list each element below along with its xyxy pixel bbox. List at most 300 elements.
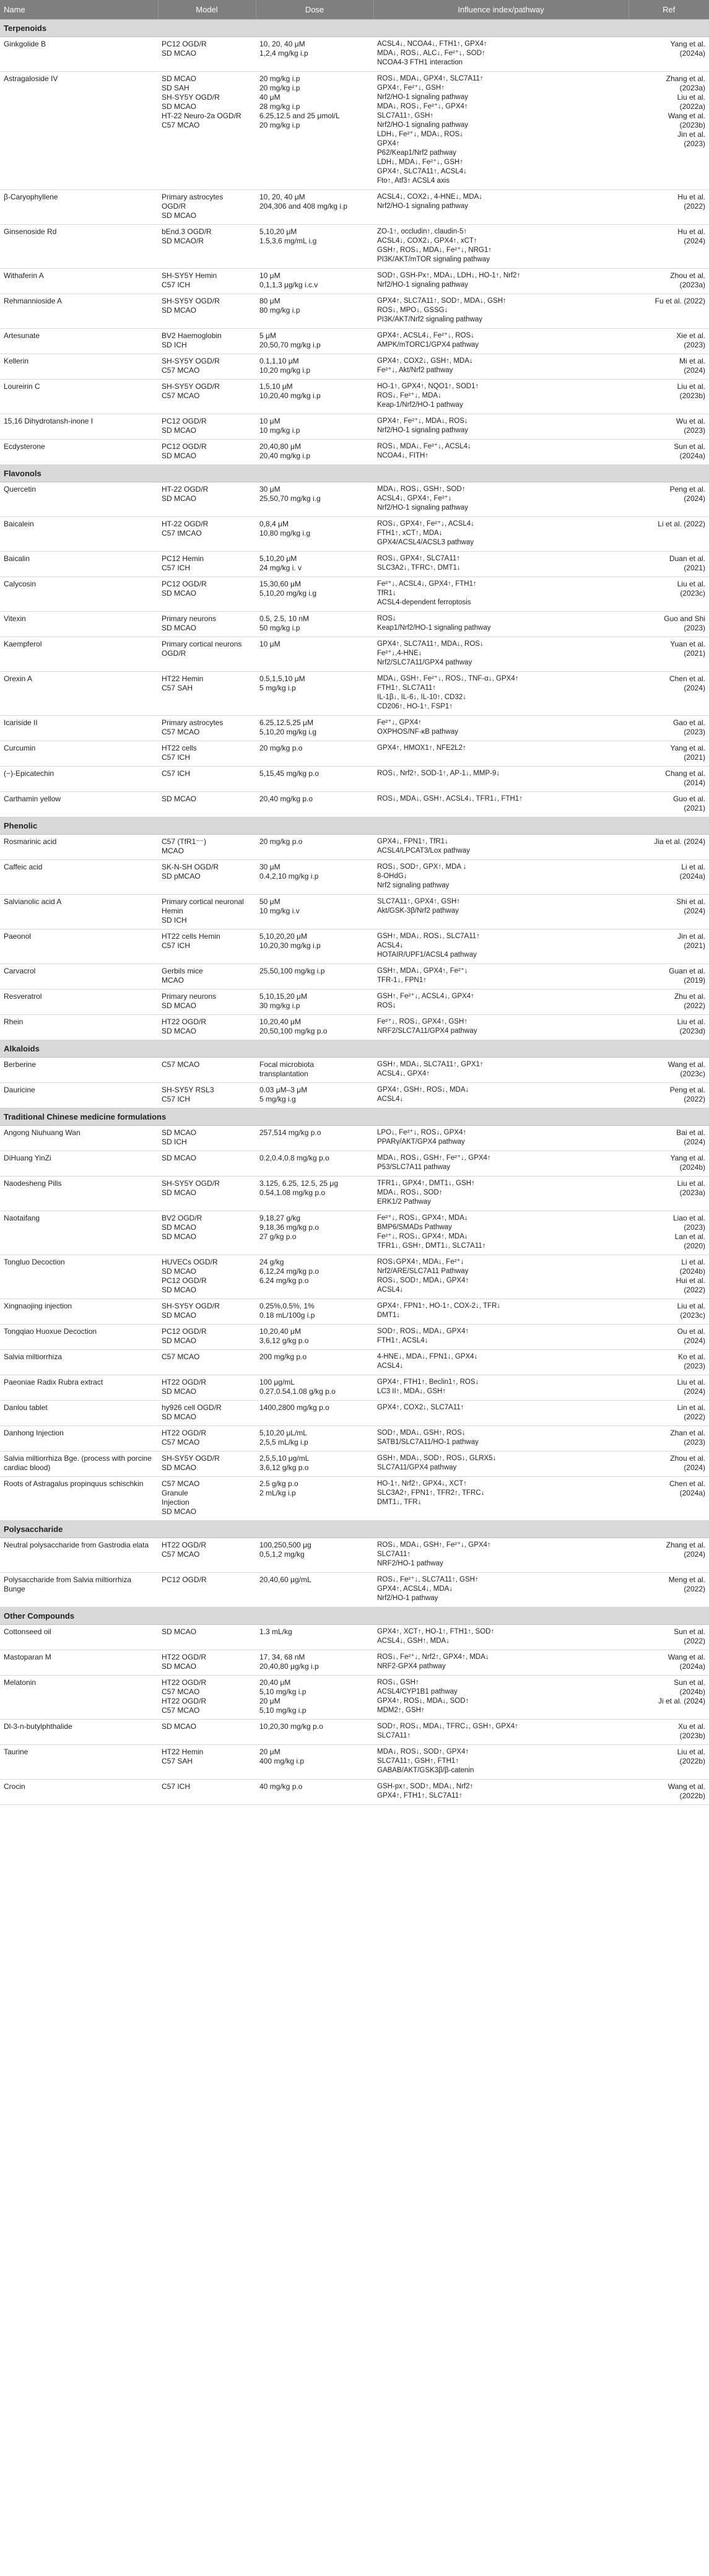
influence-cell: ROS↓, Nrf2↑, SOD-1↑, AP-1↓, MMP-9↓ xyxy=(373,767,629,792)
dose-cell: 5,10,20 μL/mL 2,5,5 mL/kg i.p xyxy=(256,1426,373,1451)
reference-cell: Xu et al. (2023b) xyxy=(629,1720,709,1745)
compound-name-cell: Naotaifang xyxy=(0,1211,158,1255)
reference-cell: Zhan et al. (2023) xyxy=(629,1426,709,1451)
dose-cell: 1,5,10 μM 10,20,40 mg/kg i.p xyxy=(256,380,373,414)
influence-cell: Fe²⁺↓, ROS↓, GPX4↑, MDA↓ BMP6/SMADs Pathway Fe²⁺↓, ROS↓, GPX4↑, MDA↓ TFR1↓, GSH↑, DMT1↓, SLC7A11↑ xyxy=(373,1211,629,1255)
header-name: Name xyxy=(0,0,158,20)
model-cell: Gerbils mice MCAO xyxy=(158,964,256,990)
table-row xyxy=(0,482,709,517)
model-cell: HT22 cells C57 ICH xyxy=(158,741,256,767)
compound-name-cell: Rehmannioside A xyxy=(0,294,158,329)
dose-cell: 15,30,60 μM 5,10,20 mg/kg i.g xyxy=(256,577,373,612)
reference-cell: Zhou et al. (2023a) xyxy=(629,269,709,294)
dose-cell: 5,10,20,20 μM 10,20,30 mg/kg i.p xyxy=(256,929,373,964)
dose-cell: 0.03 μM–3 μM 5 mg/kg i.g xyxy=(256,1083,373,1108)
influence-cell: 4-HNE↓, MDA↓, FPN1↓, GPX4↓ ACSL4↓ xyxy=(373,1350,629,1375)
compound-name-cell: Dauricine xyxy=(0,1083,158,1108)
table-row xyxy=(0,1211,709,1255)
model-cell: HT22 OGD/R C57 MCAO xyxy=(158,1538,256,1573)
category-title: Terpenoids xyxy=(0,20,709,37)
dose-cell: 30 μM 25,50,70 mg/kg i.g xyxy=(256,482,373,517)
header-influence: Influence index/pathway xyxy=(373,0,629,20)
model-cell: C57 (TfR1⁻⁻) MCAO xyxy=(158,835,256,860)
model-cell: SD MCAO xyxy=(158,1151,256,1177)
table-row xyxy=(0,672,709,716)
compound-name-cell: Carvacrol xyxy=(0,964,158,990)
compound-name-cell: Astragaloside IV xyxy=(0,72,158,190)
table-row xyxy=(0,329,709,354)
table-row xyxy=(0,225,709,269)
model-cell: HT22 OGD/R C57 MCAO xyxy=(158,1426,256,1451)
header-dose: Dose xyxy=(256,0,373,20)
dose-cell: 2.5 g/kg p.o 2 mL/kg i.p xyxy=(256,1477,373,1521)
reference-cell: Sun et al. (2022) xyxy=(629,1625,709,1650)
table-row xyxy=(0,860,709,895)
reference-cell: Jin et al. (2021) xyxy=(629,929,709,964)
compound-name-cell: Orexin A xyxy=(0,672,158,716)
compound-name-cell: Baicalein xyxy=(0,517,158,552)
table-row xyxy=(0,1058,709,1083)
table-row xyxy=(0,380,709,414)
compound-name-cell: Carthamin yellow xyxy=(0,792,158,817)
influence-cell: ROS↓, Fe²⁺↓, SLC7A11↑, GSH↑ GPX4↑, ACSL4↓, MDA↓ Nrf2/HO-1 pathway xyxy=(373,1573,629,1608)
influence-cell: MDA↓, ROS↓, SOD↑, GPX4↑ SLC7A11↑, GSH↑, FTH1↑ GABAB/AKT/GSK3β/β-catenin xyxy=(373,1745,629,1780)
reference-cell: Lin et al. (2022) xyxy=(629,1401,709,1426)
reference-cell: Mi et al. (2024) xyxy=(629,354,709,380)
table-row xyxy=(0,990,709,1015)
reference-cell: Guan et al. (2019) xyxy=(629,964,709,990)
table-row xyxy=(0,1401,709,1426)
dose-cell: 6.25,12.5,25 μM 5,10,20 mg/kg i.g xyxy=(256,716,373,741)
reference-cell: Li et al. (2024b) Hui et al. (2022) xyxy=(629,1255,709,1299)
compound-name-cell: Taurine xyxy=(0,1745,158,1780)
dose-cell: 50 μM 10 mg/kg i.v xyxy=(256,895,373,929)
dose-cell: 10 μM 10 mg/kg i.p xyxy=(256,414,373,440)
model-cell: HT22 OGD/R SD MCAO xyxy=(158,1015,256,1040)
reference-cell: Li et al. (2024a) xyxy=(629,860,709,895)
table-row xyxy=(0,835,709,860)
compound-name-cell: Polysaccharide from Salvia miltiorrhiza Bunge xyxy=(0,1573,158,1608)
category-title: Polysaccharide xyxy=(0,1521,709,1538)
dose-cell: 40 mg/kg p.o xyxy=(256,1780,373,1805)
reference-cell: Meng et al. (2022) xyxy=(629,1573,709,1608)
influence-cell: ROS↓, GSH↑ ACSL4/CYP1B1 pathway GPX4↑, ROS↓, MDA↓, SOD↑ MDM2↑, GSH↑ xyxy=(373,1676,629,1720)
reference-cell: Ou et al. (2024) xyxy=(629,1325,709,1350)
dose-cell: 100,250,500 μg 0,5,1,2 mg/kg xyxy=(256,1538,373,1573)
category-title: Traditional Chinese medicine formulations xyxy=(0,1108,709,1126)
dose-cell: 80 μM 80 mg/kg i.p xyxy=(256,294,373,329)
reference-cell: Liu et al. (2023b) xyxy=(629,380,709,414)
influence-cell: SLC7A11↑, GPX4↑, GSH↑ Akt/GSK-3β/Nrf2 pathway xyxy=(373,895,629,929)
compound-name-cell: Kellerin xyxy=(0,354,158,380)
model-cell: SD MCAO xyxy=(158,1625,256,1650)
category-row xyxy=(0,20,709,37)
dose-cell: 10,20,40 μM 3,6,12 g/kg p.o xyxy=(256,1325,373,1350)
influence-cell: MDA↓, ROS↓, GSH↑, Fe²⁺↓, GPX4↑ P53/SLC7A11 pathway xyxy=(373,1151,629,1177)
compound-name-cell: Baicalin xyxy=(0,552,158,577)
table-row xyxy=(0,1538,709,1573)
table-row xyxy=(0,1325,709,1350)
compound-name-cell: Icariside II xyxy=(0,716,158,741)
reference-cell: Yang et al. (2024a) xyxy=(629,37,709,72)
table-row xyxy=(0,1720,709,1745)
influence-cell: ROS↓, Fe²⁺↓, Nrf2↑, GPX4↑, MDA↓ NRF2-GPX4 pathway xyxy=(373,1650,629,1676)
model-cell: SD MCAO xyxy=(158,1720,256,1745)
dose-cell: 10,20,40 μM 20,50,100 mg/kg p.o xyxy=(256,1015,373,1040)
compound-name-cell: Caffeic acid xyxy=(0,860,158,895)
dose-cell: 0.2,0.4,0.8 mg/kg p.o xyxy=(256,1151,373,1177)
influence-cell: ZO-1↑, occludin↑, claudin-5↑ ACSL4↓, COX2↓, GPX4↑, xCT↑ GSH↑, ROS↓, MDA↓, Fe²⁺↓, NRG1↑ PI3K/AKT/mTOR signaling pathway xyxy=(373,225,629,269)
reference-cell: Ko et al. (2023) xyxy=(629,1350,709,1375)
model-cell: SH-SY5Y RSL3 C57 ICH xyxy=(158,1083,256,1108)
model-cell: SH-SY5Y Hemin C57 ICH xyxy=(158,269,256,294)
reference-cell: Yuan et al. (2021) xyxy=(629,637,709,672)
compound-name-cell: Cottonseed oil xyxy=(0,1625,158,1650)
model-cell: Primary astrocytes C57 MCAO xyxy=(158,716,256,741)
reference-cell: Hu et al. (2024) xyxy=(629,225,709,269)
table-row xyxy=(0,294,709,329)
reference-cell: Sun et al. (2024a) xyxy=(629,440,709,465)
compound-name-cell: Naodesheng Pills xyxy=(0,1177,158,1211)
dose-cell: 20 μM 400 mg/kg i.p xyxy=(256,1745,373,1780)
dose-cell: 20,40 μM 5,10 mg/kg i.p 20 μM 5,10 mg/kg i.p xyxy=(256,1676,373,1720)
header-ref: Ref xyxy=(629,0,709,20)
dose-cell: 0.5,1,5,10 μM 5 mg/kg i.p xyxy=(256,672,373,716)
model-cell: HT22 OGD/R C57 MCAO HT22 OGD/R C57 MCAO xyxy=(158,1676,256,1720)
table-row xyxy=(0,964,709,990)
dose-cell: 10 μM xyxy=(256,637,373,672)
dose-cell: 0,8,4 μM 10,80 mg/kg i.g xyxy=(256,517,373,552)
reference-cell: Yang et al. (2021) xyxy=(629,741,709,767)
dose-cell: 5 μM 20,50,70 mg/kg i.p xyxy=(256,329,373,354)
dose-cell: 24 g/kg 6,12,24 mg/kg p.o 6.24 mg/kg p.o xyxy=(256,1255,373,1299)
dose-cell: 257,514 mg/kg p.o xyxy=(256,1126,373,1151)
model-cell: SH-SY5Y OGD/R C57 MCAO xyxy=(158,354,256,380)
table-row xyxy=(0,1015,709,1040)
model-cell: HUVECs OGD/R SD MCAO PC12 OGD/R SD MCAO xyxy=(158,1255,256,1299)
compound-name-cell: DiHuang YinZi xyxy=(0,1151,158,1177)
influence-cell: GPX4↑, FPN1↑, HO-1↑, COX-2↓, TFR↓ DMT1↓ xyxy=(373,1299,629,1325)
model-cell: SK-N-SH OGD/R SD pMCAO xyxy=(158,860,256,895)
compound-name-cell: Ecdysterone xyxy=(0,440,158,465)
compound-name-cell: Artesunate xyxy=(0,329,158,354)
table-row xyxy=(0,37,709,72)
table-row xyxy=(0,1126,709,1151)
category-title: Flavonols xyxy=(0,465,709,482)
dose-cell: 200 mg/kg p.o xyxy=(256,1350,373,1375)
compound-name-cell: Salvia miltiorrhiza Bge. (process with porcine cardiac blood) xyxy=(0,1451,158,1477)
compound-name-cell: Tongluo Decoction xyxy=(0,1255,158,1299)
model-cell: C57 MCAO Granule Injection SD MCAO xyxy=(158,1477,256,1521)
table-row xyxy=(0,72,709,190)
table-row xyxy=(0,1177,709,1211)
dose-cell: 20 mg/kg i.p 20 mg/kg i.p 40 μM 28 mg/kg i.p 6.25,12.5 and 25 μmol/L 20 mg/kg i.p xyxy=(256,72,373,190)
compound-name-cell: Ginsenoside Rd xyxy=(0,225,158,269)
reference-cell: Hu et al. (2022) xyxy=(629,190,709,225)
reference-cell: Liu et al. (2022b) xyxy=(629,1745,709,1780)
dose-cell: 20 mg/kg p.o xyxy=(256,741,373,767)
model-cell: C57 MCAO xyxy=(158,1350,256,1375)
compound-name-cell: 15,16 Dihydrotansh-inone I xyxy=(0,414,158,440)
reference-cell: Wang et al. (2023c) xyxy=(629,1058,709,1083)
compound-name-cell: Quercetin xyxy=(0,482,158,517)
influence-cell: GPX4↑, GSH↑, ROS↓, MDA↓ ACSL4↓ xyxy=(373,1083,629,1108)
reference-cell: Liu et al. (2024) xyxy=(629,1375,709,1401)
influence-cell: GPX4↑, Fe²⁺↓, MDA↓, ROS↓ Nrf2/HO-1 signaling pathway xyxy=(373,414,629,440)
table-row xyxy=(0,1350,709,1375)
reference-cell: Liu et al. (2023c) xyxy=(629,1299,709,1325)
reference-cell: Wang et al. (2022b) xyxy=(629,1780,709,1805)
model-cell: SH-SY5Y OGD/R SD MCAO xyxy=(158,294,256,329)
influence-cell: SOD↑, MDA↓, GSH↑, ROS↓ SATB1/SLC7A11/HO-1 pathway xyxy=(373,1426,629,1451)
compound-name-cell: Withaferin A xyxy=(0,269,158,294)
table-row xyxy=(0,1745,709,1780)
model-cell: HT22 cells Hemin C57 ICH xyxy=(158,929,256,964)
reference-cell: Guo et al. (2021) xyxy=(629,792,709,817)
dose-cell: 5,10,15,20 μM 30 mg/kg i.p xyxy=(256,990,373,1015)
dose-cell: 20,40,60 μg/mL xyxy=(256,1573,373,1608)
model-cell: Primary cortical neurons OGD/R xyxy=(158,637,256,672)
model-cell: HT22 OGD/R SD MCAO xyxy=(158,1375,256,1401)
influence-cell: SOD↑, ROS↓, MDA↓, TFRC↓, GSH↑, GPX4↑ SLC7A11↑ xyxy=(373,1720,629,1745)
reference-cell: Liu et al. (2023d) xyxy=(629,1015,709,1040)
influence-cell: ROS↓, GPX4↑, SLC7A11↑ SLC3A2↓, TFRC↑, DMT1↓ xyxy=(373,552,629,577)
influence-cell: Fe²⁺↓, ACSL4↓, GPX4↑, FTH1↑ TfR1↓ ACSL4-dependent ferroptosis xyxy=(373,577,629,612)
reference-cell: Zhou et al. (2024) xyxy=(629,1451,709,1477)
influence-cell: ROS↓, SOD↑, GPX↑, MDA ↓ 8-OHdG↓ Nrf2 signaling pathway xyxy=(373,860,629,895)
influence-cell: MDA↓, GSH↑, Fe²⁺↓, ROS↓, TNF-α↓, GPX4↑ FTH1↑, SLC7A11↑ IL-1β↓, IL-6↓, IL-10↑, CD32↓ CD206↑, HO-1↑, FSP1↑ xyxy=(373,672,629,716)
table-row xyxy=(0,1299,709,1325)
reference-cell: Jia et al. (2024) xyxy=(629,835,709,860)
model-cell: SH-SY5Y OGD/R C57 MCAO xyxy=(158,380,256,414)
influence-cell: GPX4↑, ACSL4↓, Fe²⁺↓, ROS↓ AMPK/mTORC1/GPX4 pathway xyxy=(373,329,629,354)
influence-cell: SOD↑, ROS↓, MDA↓, GPX4↑ FTH1↑, ACSL4↓ xyxy=(373,1325,629,1350)
model-cell: PC12 OGD/R SD MCAO xyxy=(158,1325,256,1350)
reference-cell: Zhang et al. (2023a) Liu et al. (2022a) Wang et al. (2023b) Jin et al. (2023) xyxy=(629,72,709,190)
model-cell: Primary neurons SD MCAO xyxy=(158,990,256,1015)
compound-name-cell: Curcumin xyxy=(0,741,158,767)
dose-cell: 10 μM 0,1,1,3 μg/kg i.c.v xyxy=(256,269,373,294)
reference-cell: Chang et al. (2014) xyxy=(629,767,709,792)
table-row xyxy=(0,1573,709,1608)
model-cell: PC12 OGD/R SD MCAO xyxy=(158,37,256,72)
dose-cell: 10, 20, 40 μM 1,2,4 mg/kg i.p xyxy=(256,37,373,72)
table-body xyxy=(0,20,709,1805)
model-cell: bEnd.3 OGD/R SD MCAO/R xyxy=(158,225,256,269)
influence-cell: GSH↑, MDA↓, GPX4↑, Fe²⁺↓ TFR-1↓, FPN1↑ xyxy=(373,964,629,990)
reference-cell: Shi et al. (2024) xyxy=(629,895,709,929)
model-cell: hy926 cell OGD/R SD MCAO xyxy=(158,1401,256,1426)
table-row xyxy=(0,741,709,767)
table-row xyxy=(0,895,709,929)
table-row xyxy=(0,637,709,672)
dose-cell: 9,18,27 g/kg 9,18,36 mg/kg p.o 27 g/kg p.o xyxy=(256,1211,373,1255)
influence-cell: ACSL4↓, COX2↓, 4-HNE↓, MDA↓ Nrf2/HO-1 signaling pathway xyxy=(373,190,629,225)
model-cell: PC12 OGD/R SD MCAO xyxy=(158,577,256,612)
influence-cell: ROS↓, MDA↓, GSH↑, ACSL4↓, TFR1↓, FTH1↑ xyxy=(373,792,629,817)
reference-cell: Chen et al. (2024a) xyxy=(629,1477,709,1521)
table-row xyxy=(0,1426,709,1451)
dose-cell: 10, 20, 40 μM 204,306 and 408 mg/kg i.p xyxy=(256,190,373,225)
compound-name-cell: Crocin xyxy=(0,1780,158,1805)
compound-name-cell: Paeoniae Radix Rubra extract xyxy=(0,1375,158,1401)
table-row xyxy=(0,414,709,440)
category-title: Other Compounds xyxy=(0,1608,709,1625)
model-cell: BV2 OGD/R SD MCAO SD MCAO xyxy=(158,1211,256,1255)
influence-cell: ROS↓, GPX4↑, Fe²⁺↓, ACSL4↓ FTH1↑, xCT↑, MDA↓ GPX4/ACSL4/ACSL3 pathway xyxy=(373,517,629,552)
reference-cell: Guo and Shi (2023) xyxy=(629,612,709,637)
category-title: Alkaloids xyxy=(0,1040,709,1058)
dose-cell: 20,40,80 μM 20,40 mg/kg i.p xyxy=(256,440,373,465)
compound-name-cell: Kaempferol xyxy=(0,637,158,672)
compound-name-cell: Calycosin xyxy=(0,577,158,612)
category-row xyxy=(0,1608,709,1625)
model-cell: SD MCAO SD SAH SH-SY5Y OGD/R SD MCAO HT-22 Neuro-2a OGD/R C57 MCAO xyxy=(158,72,256,190)
reference-cell: Peng et al. (2022) xyxy=(629,1083,709,1108)
compound-name-cell: Mastoparan M xyxy=(0,1650,158,1676)
model-cell: HT22 Hemin C57 SAH xyxy=(158,1745,256,1780)
model-cell: C57 MCAO xyxy=(158,1058,256,1083)
dose-cell: 10,20,30 mg/kg p.o xyxy=(256,1720,373,1745)
model-cell: C57 ICH xyxy=(158,767,256,792)
compound-name-cell: Neutral polysaccharide from Gastrodia elata xyxy=(0,1538,158,1573)
model-cell: HT22 Hemin C57 SAH xyxy=(158,672,256,716)
influence-cell: GPX4↑, HMOX1↑, NFE2L2↑ xyxy=(373,741,629,767)
compound-name-cell: Salvia miltiorrhiza xyxy=(0,1350,158,1375)
reference-cell: Wang et al. (2024a) xyxy=(629,1650,709,1676)
compound-name-cell: Danlou tablet xyxy=(0,1401,158,1426)
model-cell: PC12 Hemin C57 ICH xyxy=(158,552,256,577)
influence-cell: GSH↑, MDA↓, SOD↑, ROS↓, GLRX5↓ SLC7A11/GPX4 pathway xyxy=(373,1451,629,1477)
reference-cell: Duan et al. (2021) xyxy=(629,552,709,577)
reference-cell: Bai et al. (2024) xyxy=(629,1126,709,1151)
influence-cell: ACSL4↓, NCOA4↓, FTH1↑, GPX4↑ MDA↓, ROS↓, ALC↓, Fe²⁺↓, SOD↑ NCOA4-3 FTH1 interaction xyxy=(373,37,629,72)
reference-cell: Liu et al. (2023c) xyxy=(629,577,709,612)
dose-cell: 25,50,100 mg/kg i.p xyxy=(256,964,373,990)
influence-cell: Fe²⁺↓, GPX4↑ OXPHOS/NF-κB pathway xyxy=(373,716,629,741)
table-row xyxy=(0,1477,709,1521)
model-cell: SD MCAO xyxy=(158,792,256,817)
compound-name-cell: Roots of Astragalus propinquus schischkin xyxy=(0,1477,158,1521)
influence-cell: ROS↓ Keap1/Nrf2/HO-1 signaling pathway xyxy=(373,612,629,637)
model-cell: HT22 OGD/R SD MCAO xyxy=(158,1650,256,1676)
compound-name-cell: Rosmarinic acid xyxy=(0,835,158,860)
dose-cell: 20,40 mg/kg p.o xyxy=(256,792,373,817)
table-row xyxy=(0,354,709,380)
influence-cell: GPX4↑, SLC7A11↑, MDA↓, ROS↓ Fe²⁺↓,4-HNE↓ Nrf2/SLC7A11/GPX4 pathway xyxy=(373,637,629,672)
model-cell: SH-SY5Y OGD/R SD MCAO xyxy=(158,1299,256,1325)
model-cell: Primary neurons SD MCAO xyxy=(158,612,256,637)
influence-cell: SOD↑, GSH-Px↑, MDA↓, LDH↓, HO-1↑, Nrf2↑ Nrf2/HO-1 signaling pathway xyxy=(373,269,629,294)
influence-cell: GPX4↑, SLC7A11↑, SOD↑, MDA↓, GSH↑ ROS↓, MPO↓, GSSG↓ PI3K/AKT/Nrf2 signaling pathway xyxy=(373,294,629,329)
model-cell: C57 ICH xyxy=(158,1780,256,1805)
dose-cell: 100 μg/mL 0.27,0.54,1.08 g/kg p.o xyxy=(256,1375,373,1401)
table-row xyxy=(0,577,709,612)
compound-name-cell: Tongqiao Huoxue Decoction xyxy=(0,1325,158,1350)
influence-cell: GPX4↑, COX2↓, SLC7A11↑ xyxy=(373,1401,629,1426)
table-row xyxy=(0,1451,709,1477)
reference-cell: Sun et al. (2024b) Ji et al. (2024) xyxy=(629,1676,709,1720)
reference-cell: Li et al. (2022) xyxy=(629,517,709,552)
compound-name-cell: Berberine xyxy=(0,1058,158,1083)
influence-cell: ROS↓, MDA↓, GPX4↑, SLC7A11↑ GPX4↑, Fe²⁺↓, GSH↑ Nrf2/HO-1 signaling pathway MDA↓, ROS↓, Fe²⁺↓, GPX4↑ SLC7A11↑, GSH↑ Nrf2/HO-1 signaling pathway LDH↓, Fe²⁺↓, MDA↓, ROS↓ GPX4↑ P62/Keap1/Nrf2 pathway LDH↓, MDA↓, Fe²⁺↓, GSH↑ GPX4↑, SLC7A11↑, ACSL4↓ Fto↑, Atf3↑ ACSL4 axis xyxy=(373,72,629,190)
table-row xyxy=(0,1625,709,1650)
reference-cell: Fu et al. (2022) xyxy=(629,294,709,329)
dose-cell: 0.5, 2.5, 10 nM 50 mg/kg i.p xyxy=(256,612,373,637)
dose-cell: 5,10,20 μM 24 mg/kg i. v xyxy=(256,552,373,577)
dose-cell: 0.1,1,10 μM 10,20 mg/kg i.p xyxy=(256,354,373,380)
table-row xyxy=(0,1676,709,1720)
influence-cell: ROS↓, MDA↓, GSH↑, Fe²⁺↓, GPX4↑ SLC7A11↑ NRF2/HO-1 pathway xyxy=(373,1538,629,1573)
influence-cell: HO-1↑, Nrf2↑, GPX4↓, XCT↑ SLC3A2↑, FPN1↑, TFR2↑, TFRC↓ DMT1↓, TFR↓ xyxy=(373,1477,629,1521)
reference-cell: Peng et al. (2024) xyxy=(629,482,709,517)
model-cell: Primary astrocytes OGD/R SD MCAO xyxy=(158,190,256,225)
table-row xyxy=(0,1151,709,1177)
model-cell: SD MCAO SD ICH xyxy=(158,1126,256,1151)
influence-cell: GSH-px↑, SOD↑, MDA↓, Nrf2↑ GPX4↑, FTH1↑, SLC7A11↑ xyxy=(373,1780,629,1805)
compound-name-cell: Rhein xyxy=(0,1015,158,1040)
influence-cell: GSH↑, Fe²⁺↓, ACSL4↓, GPX4↑ ROS↓ xyxy=(373,990,629,1015)
influence-cell: ROS↓, MDA↓, Fe²⁺↓, ACSL4↓ NCOA4↓, FITH↑ xyxy=(373,440,629,465)
reference-cell: Gao et al. (2023) xyxy=(629,716,709,741)
category-title: Phenolic xyxy=(0,817,709,835)
influence-cell: TFR1↓, GPX4↑, DMT1↓, GSH↑ MDA↓, ROS↓, SOD↑ ERK1/2 Pathway xyxy=(373,1177,629,1211)
table-row xyxy=(0,190,709,225)
influence-cell: GPX4↓, FPN1↑, TfR1↓ ACSL4/LPCAT3/Lox pathway xyxy=(373,835,629,860)
compound-name-cell: Paeonol xyxy=(0,929,158,964)
table-row xyxy=(0,269,709,294)
dose-cell: 0.25%,0.5%, 1% 0.18 mL/100g i.p xyxy=(256,1299,373,1325)
table-row xyxy=(0,792,709,817)
model-cell: SH-SY5Y OGD/R SD MCAO xyxy=(158,1177,256,1211)
category-row xyxy=(0,817,709,835)
category-row xyxy=(0,465,709,482)
dose-cell: 1400,2800 mg/kg p.o xyxy=(256,1401,373,1426)
influence-cell: GSH↑, MDA↓, ROS↓, SLC7A11↑ ACSL4↓ HOTAIR/UPF1/ACSL4 pathway xyxy=(373,929,629,964)
influence-cell: HO-1↑, GPX4↑, NQO1↑, SOD1↑ ROS↓, Fe²⁺↓, MDA↓ Keap-1/Nrf2/HO-1 pathway xyxy=(373,380,629,414)
dose-cell: 20 mg/kg p.o xyxy=(256,835,373,860)
compound-name-cell: Angong Niuhuang Wan xyxy=(0,1126,158,1151)
reference-cell: Liao et al. (2023) Lan et al. (2020) xyxy=(629,1211,709,1255)
compound-name-cell: Vitexin xyxy=(0,612,158,637)
compound-name-cell: Loureirin C xyxy=(0,380,158,414)
model-cell: HT-22 OGD/R SD MCAO xyxy=(158,482,256,517)
table-row xyxy=(0,929,709,964)
dose-cell: 1.3 mL/kg xyxy=(256,1625,373,1650)
model-cell: HT-22 OGD/R C57 tMCAO xyxy=(158,517,256,552)
table-row xyxy=(0,552,709,577)
reference-cell: Yang et al. (2024b) xyxy=(629,1151,709,1177)
table-row xyxy=(0,1650,709,1676)
dose-cell: 3.125, 6.25, 12.5, 25 μg 0.54,1.08 mg/kg p.o xyxy=(256,1177,373,1211)
table-header xyxy=(0,0,709,20)
compound-name-cell: Salvianolic acid A xyxy=(0,895,158,929)
reference-cell: Xie et al. (2023) xyxy=(629,329,709,354)
model-cell: PC12 OGD/R xyxy=(158,1573,256,1608)
category-row xyxy=(0,1521,709,1538)
header-row xyxy=(0,0,709,20)
reference-cell: Zhang et al. (2024) xyxy=(629,1538,709,1573)
compound-name-cell: β-Caryophyllene xyxy=(0,190,158,225)
model-cell: SH-SY5Y OGD/R SD MCAO xyxy=(158,1451,256,1477)
table-row xyxy=(0,1780,709,1805)
reference-cell: Liu et al. (2023a) xyxy=(629,1177,709,1211)
table-row xyxy=(0,716,709,741)
influence-cell: GPX4↑, COX2↓, GSH↑, MDA↓ Fe²⁺↓, Akt/Nrf2 pathway xyxy=(373,354,629,380)
table-row xyxy=(0,767,709,792)
table-row xyxy=(0,440,709,465)
dose-cell: Focal microbiota transplantation xyxy=(256,1058,373,1083)
